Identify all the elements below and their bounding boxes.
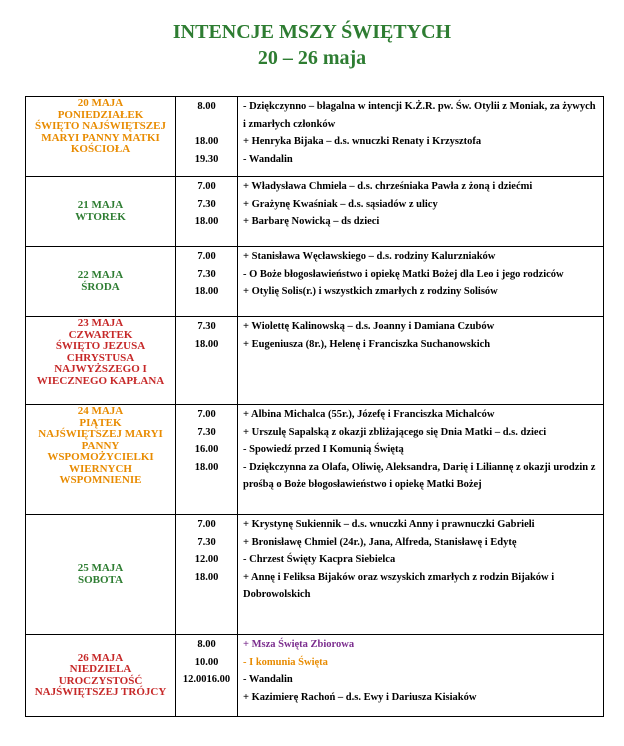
day-row	[26, 405, 604, 515]
intention-item: + Władysława Chmiela – d.s. chrześniaka Pawła z żoną i dziećmi	[243, 181, 533, 192]
day-label-line: 21 MAJA	[77, 199, 124, 211]
intention-item: - Wandalin	[243, 153, 293, 165]
intentions	[238, 247, 604, 317]
day-label-line: SOBOTA	[77, 573, 124, 586]
day-label-line: NAJWYŻSZEGO I	[54, 363, 147, 375]
mass-time: 18.00	[194, 571, 219, 583]
mass-time: 19.30	[194, 153, 219, 165]
mass-time: 7.30	[197, 426, 216, 438]
mass-time: 18.00	[194, 338, 219, 350]
day-label-line: NIEDZIELA	[69, 663, 132, 675]
day-row	[26, 317, 604, 405]
mass-times	[176, 97, 238, 177]
day-label-line: WSPOMNIENIE	[59, 474, 142, 486]
mass-time: 7.30	[197, 536, 216, 548]
mass-times	[176, 177, 238, 247]
intention-item: + Annę i Feliksa Bijaków oraz wszyskich zmarłych z rodzin Bijaków i Dobrowolskich	[243, 571, 555, 600]
day-label-line: WTOREK	[75, 210, 126, 223]
day-label-line: CHRYSTUSA	[66, 351, 135, 364]
mass-time: 18.00	[194, 216, 219, 227]
mass-time: 18.00	[194, 286, 219, 297]
day-label-line: 23 MAJA	[77, 317, 124, 329]
intention-item: + Henryka Bijaka – d.s. wnuczki Renaty i Krzysztofa	[243, 136, 482, 147]
intention-item: + Albina Michalca (55r.), Józefę i Franciszka Michalców	[243, 409, 495, 420]
intentions	[238, 515, 604, 635]
mass-time: 12.00	[194, 554, 219, 565]
intentions	[238, 405, 604, 515]
mass-times	[176, 635, 238, 717]
mass-time	[176, 116, 237, 134]
mass-times	[176, 405, 238, 515]
day-label-line: PANNY	[81, 439, 120, 452]
intentions	[238, 97, 604, 177]
intention-item: - Dziękczynno – błagalna w intencji K.Ż.R. pw. Św. Otylii z Moniak, za żywych i zmarłych członków	[243, 101, 596, 130]
mass-time: 7.30	[197, 268, 216, 280]
intention-item: - I komunia Święta	[243, 656, 328, 668]
day-label-line: NAJŚWIĘTSZEJ MARYI	[38, 428, 163, 440]
day-label-line: ŚRODA	[81, 280, 120, 293]
intentions	[238, 317, 604, 405]
mass-time: 18.00	[194, 136, 219, 147]
day-row	[26, 247, 604, 317]
intention-item: - O Boże błogosławieństwo i opiekę Matki Bożej dla Leo i jego rodziców	[243, 268, 564, 280]
day-label	[26, 247, 176, 317]
mass-times	[176, 247, 238, 317]
day-label	[26, 405, 176, 515]
day-label	[26, 515, 176, 635]
mass-time: 7.00	[197, 409, 216, 420]
mass-time: 8.00	[197, 639, 216, 650]
mass-time: 10.00	[194, 656, 219, 668]
intention-item: + Stanisława Węcławskiego – d.s. rodziny Kalurzniaków	[243, 251, 496, 262]
day-label-line: UROCZYSTOŚĆ	[58, 674, 143, 687]
intention-item: + Krystynę Sukiennik – d.s. wnuczki Anny i prawnuczki Gabrieli	[243, 519, 535, 530]
intention-item: + Otylię Solis(r.) i wszystkich zmarłych z rodziny Solisów	[243, 286, 498, 297]
intention-item: + Barbarę Nowicką – ds dzieci	[243, 216, 380, 227]
mass-times	[176, 515, 238, 635]
mass-time: 18.00	[194, 461, 219, 473]
day-row	[26, 635, 604, 717]
day-label-line: WIECZNEGO KAPŁANA	[36, 374, 165, 387]
day-label	[26, 97, 176, 177]
intention-item: - Dziękczynna za Olafa, Oliwię, Aleksandra, Darię i Liliannę z okazji urodzin z prośbą o Boże błogosławieństwo i opiekę Matki Bożej	[243, 461, 596, 490]
intention-item: + Eugeniusza (8r.), Helenę i Franciszka Suchanowskich	[243, 338, 491, 350]
intention-item: + Bronisławę Chmiel (24r.), Jana, Alfreda, Stanisławę i Edytę	[243, 536, 517, 548]
mass-time: 12.0016.00	[182, 674, 231, 685]
mass-time: 8.00	[197, 101, 216, 112]
day-label-line: 26 MAJA	[77, 651, 124, 664]
intention-item: - Chrzest Święty Kacpra Siebielca	[243, 554, 396, 565]
intention-item: - Wandalin	[243, 674, 293, 685]
mass-time: 7.00	[197, 519, 216, 530]
mass-time: 7.00	[197, 181, 216, 192]
day-label	[26, 177, 176, 247]
intention-item: + Wiolettę Kalinowską – d.s. Joanny i Damiana Czubów	[243, 321, 495, 332]
mass-times	[176, 317, 238, 405]
day-label-line: ŚWIĘTO JEZUSA	[55, 340, 146, 352]
day-label-line: KOŚCIOŁA	[70, 143, 131, 155]
day-row	[26, 97, 604, 177]
day-label-line: NAJŚWIĘTSZEJ TRÓJCY	[34, 686, 167, 698]
intention-item: - Spowiedź przed I Komunią Świętą	[243, 444, 404, 455]
day-row	[26, 515, 604, 635]
day-label-line: 22 MAJA	[77, 269, 124, 281]
mass-time: 16.00	[194, 444, 219, 455]
day-label-line: ŚWIĘTO NAJŚWIĘTSZEJ	[35, 120, 166, 132]
day-label-line: PONIEDZIAŁEK	[57, 108, 144, 121]
intentions	[238, 635, 604, 717]
intentions	[238, 177, 604, 247]
mass-time: 7.30	[197, 321, 216, 332]
day-row	[26, 177, 604, 247]
day-label	[26, 317, 176, 405]
mass-intentions-table	[25, 96, 604, 717]
day-label-line: WSPOMOŻYCIELKI	[47, 451, 154, 463]
intention-item: + Kazimierę Rachoń – d.s. Ewy i Dariusza Kisiaków	[243, 691, 477, 703]
date-range: 20 – 26 maja	[257, 47, 367, 69]
mass-time: 7.00	[197, 251, 216, 262]
day-label-line: 25 MAJA	[77, 562, 124, 574]
day-label-line: PIĄTEK	[79, 416, 122, 429]
intention-item: + Msza Święta Zbiorowa	[243, 639, 355, 650]
day-label-line: 20 MAJA	[77, 97, 124, 109]
day-label	[26, 635, 176, 717]
page-title: INTENCJE MSZY ŚWIĘTYCH	[172, 21, 452, 43]
day-label-line: MARYI PANNY MATKI	[41, 131, 160, 144]
day-label-line: CZWARTEK	[68, 328, 133, 341]
day-label-line: WIERNYCH	[69, 462, 132, 475]
day-label-line: 24 MAJA	[77, 405, 124, 417]
intention-item: + Grażynę Kwaśniak – d.s. sąsiadów z ulicy	[243, 198, 438, 210]
mass-time: 7.30	[197, 198, 216, 210]
intention-item: + Urszulę Sapalską z okazji zbliżającego się Dnia Matki – d.s. dzieci	[243, 426, 547, 438]
